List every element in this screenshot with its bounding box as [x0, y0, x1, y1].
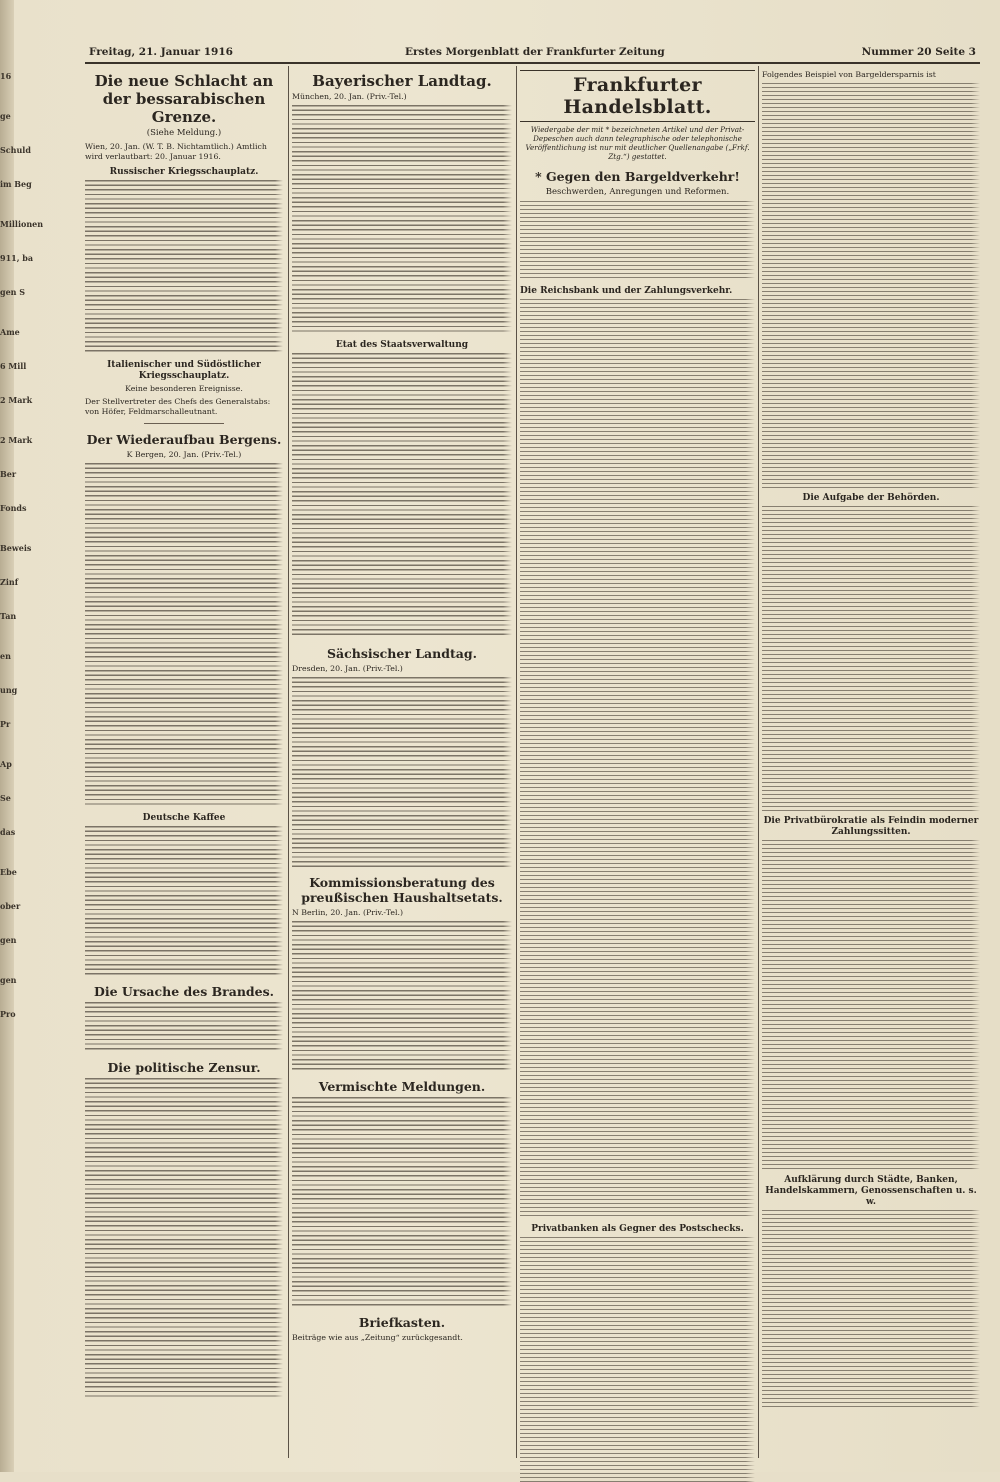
- section-german-coffee: Deutsche Kaffee: [142, 813, 226, 823]
- column-a: [85, 68, 283, 1448]
- section-state-administration: Etat des Staatsverwaltung: [335, 340, 469, 350]
- headline-saxon-diet: Sächsischer Landtag.: [327, 646, 477, 661]
- banner-reprint-note: Wiedergabe der mit * bezeichneten Artikel und der Privat-Depeschen auch dann telegraphische oder telephonische Veröffentlichung ist nur mit deutlicher Quellenangabe („Frkf. Ztg.“) gestattet.: [525, 125, 750, 161]
- article-body-text: [85, 826, 283, 976]
- headline-political-censorship: Die politische Zensur.: [107, 1060, 261, 1075]
- article-body-text: [85, 180, 283, 355]
- dateline-bergen: K Bergen, 20. Jan. (Priv.-Tel.): [126, 450, 242, 459]
- strip-fragment: Ebe: [0, 867, 17, 877]
- article-body-text: [762, 506, 980, 811]
- article-body-text: [762, 83, 980, 488]
- strip-fragment: 16: [0, 71, 12, 81]
- example-intro: Folgendes Beispiel von Bargeldersparnis ist: [762, 70, 936, 79]
- strip-fragment: das: [0, 827, 16, 837]
- column-d: [762, 68, 980, 1448]
- strip-fragment: Fonds: [0, 503, 27, 513]
- headline-against-cash: * Gegen den Bargeldverkehr!: [535, 169, 740, 184]
- strip-fragment: Zinf: [0, 577, 19, 587]
- headline-bessarabian-battle: Die neue Schlacht an der bessarabischen Grenze.: [94, 72, 274, 126]
- strip-fragment: Tan: [0, 611, 17, 621]
- masthead-number: Nummer 20 Seite 3: [861, 46, 976, 58]
- masthead-title: Erstes Morgenblatt der Frankfurter Zeitung: [405, 46, 665, 58]
- strip-fragment: Ber: [0, 469, 17, 479]
- letterbox-note: Beiträge wie aus „Zeitung“ zurückgesandt.: [292, 1333, 463, 1342]
- strip-fragment: en: [0, 651, 11, 661]
- strip-fragment: 911, ba: [0, 253, 34, 263]
- strip-fragment: 2 Mark: [0, 395, 33, 405]
- article-body-text: [292, 921, 512, 1071]
- strip-fragment: Pr: [0, 719, 11, 729]
- section-reichsbank: Die Reichsbank und der Zahlungsverkehr.: [520, 286, 733, 296]
- section-banner-handelsblatt: Frankfurter Handelsblatt.: [520, 70, 755, 122]
- section-italian-theater: Italienischer und Südöstlicher Kriegsschauplatz.: [107, 360, 261, 381]
- column-c: [520, 68, 755, 1448]
- strip-fragment: im Beg: [0, 179, 32, 189]
- article-body-text: [520, 201, 755, 281]
- strip-fragment: Millionen: [0, 219, 44, 229]
- dateline-berlin: N Berlin, 20. Jan. (Priv.-Tel.): [292, 908, 404, 917]
- headline-prussian-budget: Kommissionsberatung des preußischen Haushaltsetats.: [301, 875, 503, 905]
- article-body-text: [762, 840, 980, 1170]
- headline-fire-cause: Die Ursache des Brandes.: [93, 984, 275, 999]
- article-body-text: [292, 1097, 512, 1307]
- strip-fragment: gen: [0, 975, 17, 985]
- article-body-text: [85, 1002, 283, 1052]
- strip-fragment: Se: [0, 793, 11, 803]
- headline-miscellaneous: Vermischte Meldungen.: [318, 1079, 486, 1094]
- headline-letterbox: Briefkasten.: [358, 1315, 446, 1330]
- subheadline-complaints: Beschwerden, Anregungen und Reformen.: [545, 187, 730, 197]
- article-body-text: [85, 463, 283, 808]
- dateline-munich: München, 20. Jan. (Priv.-Tel.): [292, 92, 407, 101]
- column-b: [292, 68, 512, 1448]
- separator: [144, 423, 223, 424]
- article-body-text: [520, 1237, 755, 1482]
- headline-private-bureaucracy: Die Privatbürokratie als Feindin moderner Zahlungssitten.: [763, 816, 979, 837]
- section-italian-note: Keine besonderen Ereignisse.: [125, 384, 243, 393]
- headline-note: (Siehe Meldung.): [146, 128, 222, 138]
- masthead-date: Freitag, 21. Januar 1916: [89, 46, 233, 58]
- headline-bergen-rebuild: Der Wiederaufbau Bergens.: [86, 432, 282, 447]
- strip-fragment: ung: [0, 685, 18, 695]
- column-rule: [516, 66, 517, 1458]
- article-body-text: [85, 1078, 283, 1398]
- headline-authorities-task: Die Aufgabe der Behörden.: [802, 493, 940, 503]
- column-rule: [758, 66, 759, 1458]
- strip-fragment: gen: [0, 935, 17, 945]
- general-staff-signature: Der Stellvertreter des Chefs des Generalstabs: von Höfer, Feldmarschalleutnant.: [85, 397, 271, 416]
- strip-fragment: 6 Mill: [0, 361, 27, 371]
- dateline-vienna: Wien, 20. Jan. (W. T. B. Nichtamtlich.) Amtlich wird verlautbart: 20. Januar 1916.: [85, 142, 267, 161]
- headline-bavarian-diet: Bayerischer Landtag.: [312, 72, 492, 90]
- section-private-banks: Privatbanken als Gegner des Postschecks.: [531, 1224, 744, 1234]
- strip-fragment: 2 Mark: [0, 435, 33, 445]
- masthead: [85, 44, 980, 64]
- article-body-text: [292, 353, 512, 638]
- strip-fragment: Pro: [0, 1009, 16, 1019]
- strip-fragment: Ame: [0, 327, 20, 337]
- strip-fragment: gen S: [0, 287, 26, 297]
- article-body-text: [292, 105, 512, 335]
- strip-fragment: ober: [0, 901, 21, 911]
- dateline-dresden: Dresden, 20. Jan. (Priv.-Tel.): [292, 664, 403, 673]
- article-body-text: [520, 299, 755, 1219]
- strip-fragment: ge: [0, 111, 11, 121]
- article-body-text: [292, 677, 512, 867]
- article-body-text: [762, 1210, 980, 1410]
- column-rule: [288, 66, 289, 1458]
- section-russian-theater: Russischer Kriegsschauplatz.: [109, 167, 259, 177]
- left-margin-strip: [0, 70, 44, 1370]
- headline-education-campaign: Aufklärung durch Städte, Banken, Handelskammern, Genossenschaften u. s. w.: [765, 1175, 977, 1207]
- strip-fragment: Ap: [0, 759, 12, 769]
- strip-fragment: Beweis: [0, 543, 32, 553]
- strip-fragment: Schuld: [0, 145, 31, 155]
